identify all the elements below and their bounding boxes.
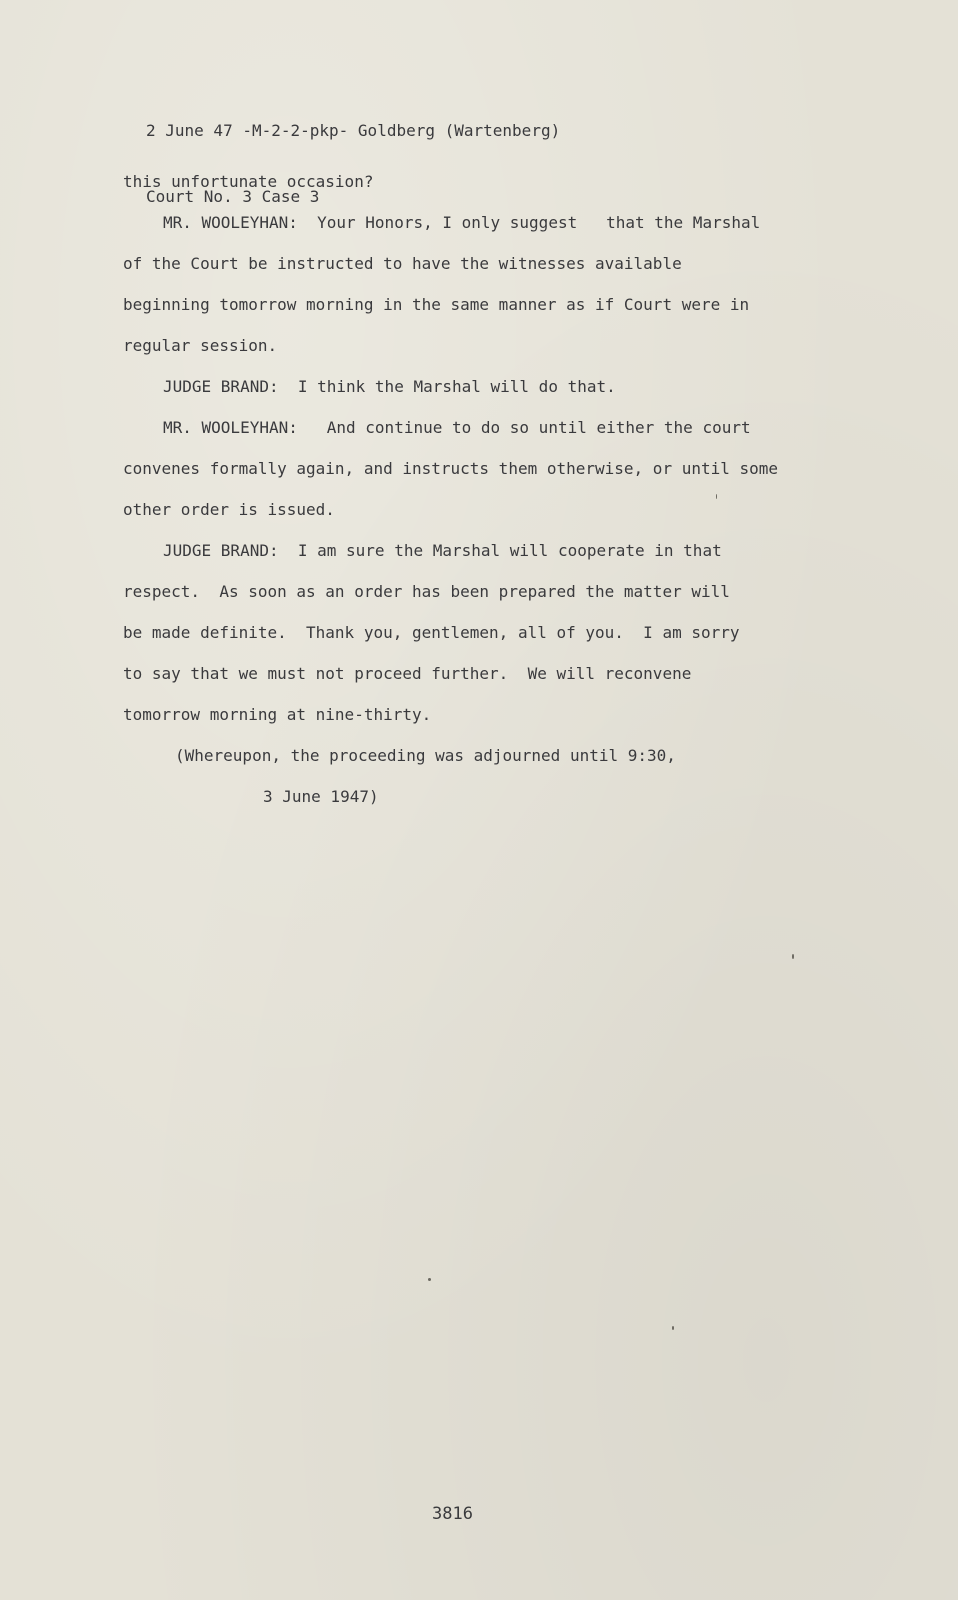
transcript-line: beginning tomorrow morning in the same manner as if Court were in: [123, 295, 750, 314]
paper-speck: [792, 954, 794, 959]
paper-speck: [428, 1278, 431, 1281]
transcript-line: this unfortunate occasion?: [123, 172, 374, 191]
transcript-line: convenes formally again, and instructs them otherwise, or until some: [123, 459, 779, 478]
transcript-body: [123, 161, 843, 817]
transcript-line: MR. WOOLEYHAN: Your Honors, I only suggest that the Marshal: [163, 213, 761, 232]
transcript-line: of the Court be instructed to have the witnesses available: [123, 254, 682, 273]
transcript-line: to say that we must not proceed further. We will reconvene: [123, 664, 692, 683]
transcript-line: respect. As soon as an order has been prepared the matter will: [123, 582, 730, 601]
page-number: 3816: [432, 1504, 473, 1524]
header-court-line: Court No. 3 Case 3: [146, 187, 320, 206]
transcript-line: JUDGE BRAND: I am sure the Marshal will cooperate in that: [163, 541, 722, 560]
transcript-line: regular session.: [123, 336, 278, 355]
transcript-line: MR. WOOLEYHAN: And continue to do so until either the court: [163, 418, 751, 437]
header-date-line: 2 June 47 -M-2-2-pkp- Goldberg (Wartenberg): [146, 121, 561, 140]
transcript-line: tomorrow morning at nine-thirty.: [123, 705, 432, 724]
paper-speck: [672, 1326, 674, 1330]
transcript-line: other order is issued.: [123, 500, 335, 519]
transcript-line: JUDGE BRAND: I think the Marshal will do that.: [163, 377, 616, 396]
transcript-line: 3 June 1947): [263, 787, 379, 806]
transcript-line: be made definite. Thank you, gentlemen, all of you. I am sorry: [123, 623, 740, 642]
transcript-line: (Whereupon, the proceeding was adjourned until 9:30,: [175, 746, 676, 765]
paper-speck: [716, 494, 717, 499]
